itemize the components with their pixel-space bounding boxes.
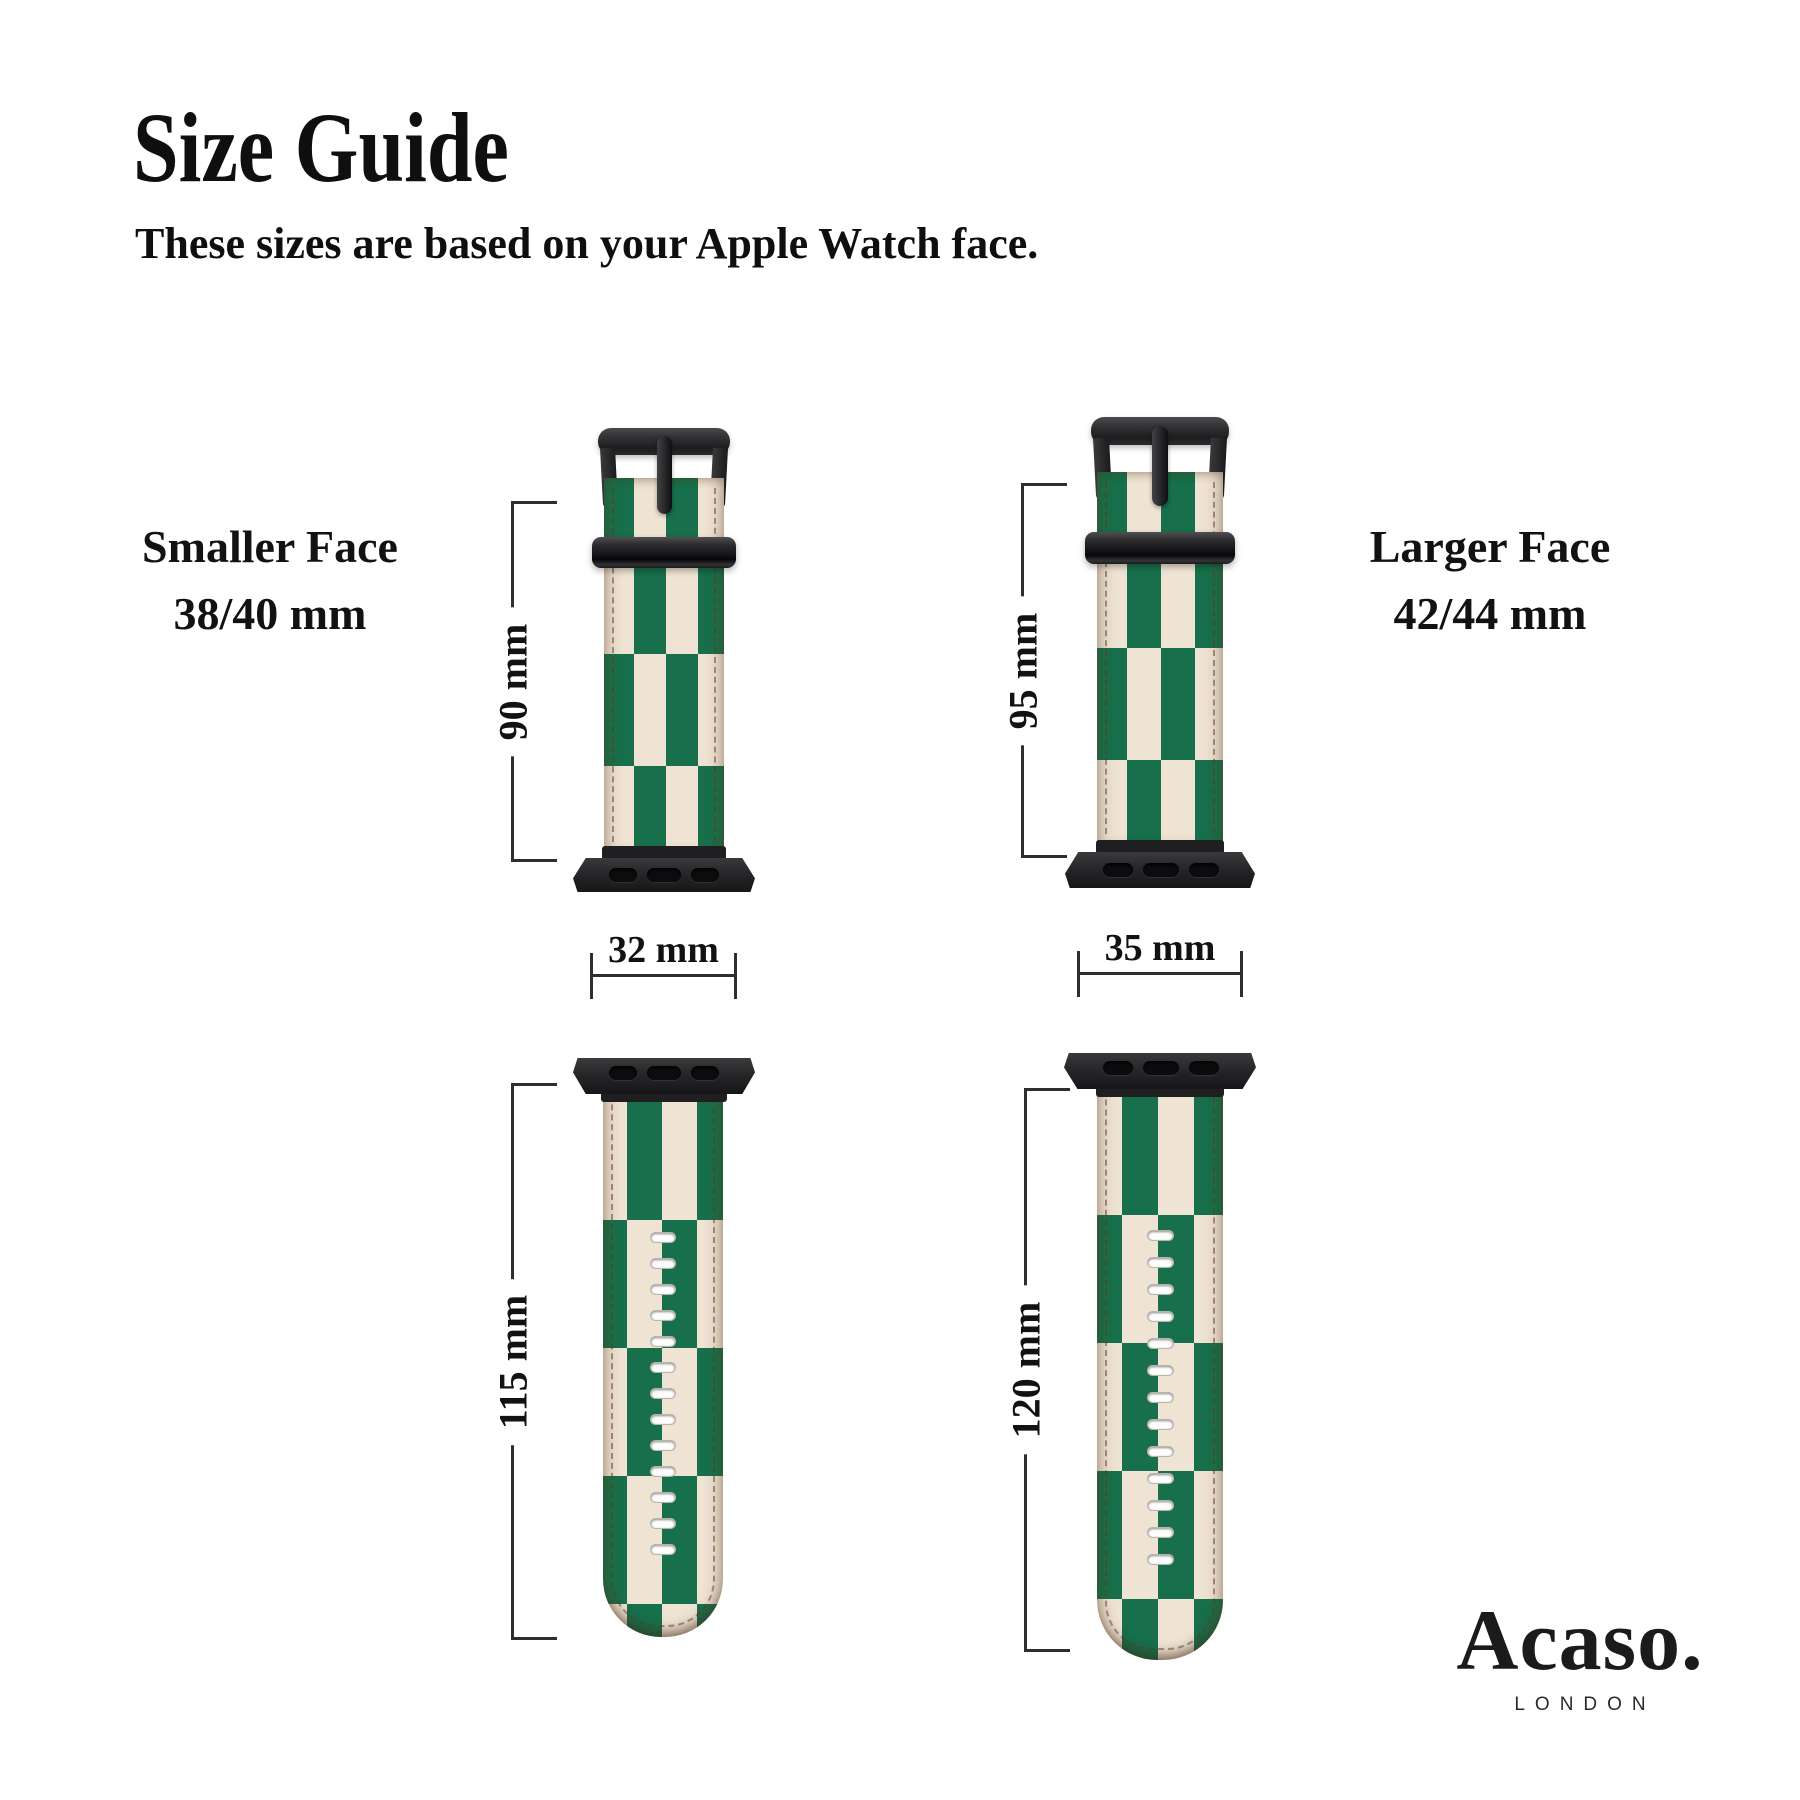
measure-120mm-label: 120 mm: [1000, 1286, 1053, 1455]
strap-hole: [650, 1414, 676, 1425]
measure-32mm: [590, 929, 737, 999]
strap-hole: [650, 1362, 676, 1373]
strap-hole: [650, 1310, 676, 1321]
strap-hole: [650, 1518, 676, 1529]
measure-95mm-label: 95 mm: [997, 596, 1050, 745]
strap-hole: [1147, 1392, 1174, 1403]
measure-tick: [1024, 1649, 1070, 1652]
small-tail-strap: [603, 1092, 723, 1637]
measure-tick: [1024, 1088, 1070, 1091]
measure-115mm-label: 115 mm: [487, 1278, 540, 1444]
strap-hole: [1147, 1554, 1174, 1565]
small-buckle-strap: [604, 478, 724, 852]
adapter-slot: [1103, 1061, 1133, 1075]
measure-tick: [511, 1637, 557, 1640]
strap-hole: [1147, 1365, 1174, 1376]
strap-hole: [1147, 1500, 1174, 1511]
small-watch-adapter-bottom: [573, 858, 755, 892]
measure-35mm: [1077, 927, 1243, 997]
brand-logo: [1410, 1592, 1750, 1716]
adapter-slot: [1189, 1061, 1219, 1075]
adapter-slot: [1189, 863, 1219, 877]
smaller-face-size: 38/40 mm: [173, 588, 367, 639]
strap-hole: [650, 1232, 676, 1243]
adapter-slot: [647, 868, 681, 882]
strap-hole: [650, 1492, 676, 1503]
measure-90mm-label: 90 mm: [487, 607, 540, 756]
measure-120mm: [1003, 1088, 1070, 1652]
strap-hole: [650, 1336, 676, 1347]
strap-hole: [650, 1284, 676, 1295]
small-watch-adapter-top: [573, 1058, 755, 1094]
small-strap-holes: [603, 1232, 723, 1555]
strap-hole: [1147, 1311, 1174, 1322]
adapter-slot: [609, 1066, 637, 1080]
brand-name: Acaso.: [1456, 1592, 1704, 1688]
measure-tick: [1021, 483, 1067, 486]
large-watch-adapter-bottom: [1065, 852, 1255, 888]
larger-face-size: 42/44 mm: [1393, 588, 1587, 639]
smaller-face-title: Smaller Face: [142, 521, 398, 572]
strap-hole: [1147, 1419, 1174, 1430]
adapter-slot: [691, 1066, 719, 1080]
measure-115mm: [490, 1083, 557, 1640]
measure-line: [1077, 972, 1243, 975]
strap-hole: [1147, 1257, 1174, 1268]
adapter-slot: [1143, 1061, 1179, 1075]
strap-hole: [650, 1440, 676, 1451]
strap-hole: [650, 1544, 676, 1555]
strap-hole: [1147, 1284, 1174, 1295]
measure-tick: [511, 501, 557, 504]
large-watch-adapter-top: [1064, 1053, 1256, 1089]
large-strap-keeper: [1085, 532, 1235, 564]
measure-tick: [511, 1083, 557, 1086]
large-tail-strap: [1097, 1087, 1223, 1660]
large-buckle-prong: [1152, 426, 1168, 506]
strap-hole: [1147, 1230, 1174, 1241]
adapter-slot: [1103, 863, 1133, 877]
measure-tick: [511, 859, 557, 862]
measure-90mm: [490, 501, 557, 862]
large-buckle-strap: [1097, 472, 1223, 844]
larger-face-title: Larger Face: [1369, 521, 1611, 572]
larger-face-label: [1315, 513, 1665, 647]
strap-hole: [1147, 1446, 1174, 1457]
measure-line: [590, 974, 737, 977]
small-buckle-prong: [657, 436, 672, 514]
large-adapter-lip-bottom: [1096, 840, 1224, 854]
strap-hole: [1147, 1338, 1174, 1349]
smaller-face-label: [95, 513, 445, 647]
measure-32mm-label: 32 mm: [608, 929, 719, 971]
strap-hole: [650, 1258, 676, 1269]
adapter-slot: [609, 868, 637, 882]
page-subtitle: These sizes are based on your Apple Watch face.: [135, 219, 1039, 268]
measure-tick: [1021, 855, 1067, 858]
adapter-slot: [691, 868, 719, 882]
measure-95mm: [1000, 483, 1067, 858]
small-strap-keeper: [592, 537, 736, 568]
page-title: Size Guide: [133, 92, 509, 203]
strap-hole: [650, 1466, 676, 1477]
strap-hole: [1147, 1473, 1174, 1484]
brand-location: LONDON: [1514, 1694, 1656, 1715]
strap-hole: [1147, 1527, 1174, 1538]
measure-35mm-label: 35 mm: [1104, 927, 1216, 969]
adapter-slot: [1143, 863, 1179, 877]
adapter-slot: [647, 1066, 681, 1080]
strap-hole: [650, 1388, 676, 1399]
large-strap-holes: [1097, 1230, 1223, 1565]
small-adapter-lip-bottom: [602, 846, 726, 860]
